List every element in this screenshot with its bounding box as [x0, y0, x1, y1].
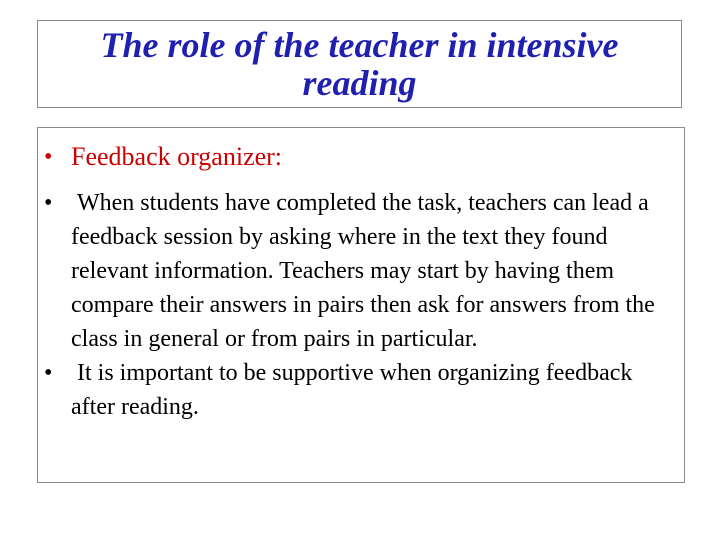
bullet-dot-icon: • — [44, 190, 53, 216]
bullet-dot-icon: • — [44, 144, 53, 170]
bullet-item-supportive — [38, 356, 674, 424]
bullet-text: When students have completed the task, teachers can lead a feedback session by asking where in the text they found relevant information. Teachers may start by having them compare their answers in pairs then ask for answers from the class in general or from pairs in particular. — [71, 190, 661, 352]
bullet-text: It is important to be supportive when organizing feedback after reading. — [71, 360, 639, 420]
bullet-item-feedback-session — [38, 186, 674, 356]
title-box — [37, 20, 682, 108]
slide-title: The role of the teacher in intensive reading — [100, 25, 619, 103]
bullet-heading-text: Feedback organizer: — [71, 142, 283, 171]
bullet-item-feedback-organizer — [38, 140, 674, 174]
bullet-list — [38, 140, 674, 424]
content-box — [37, 127, 685, 483]
bullet-dot-icon: • — [44, 360, 53, 386]
